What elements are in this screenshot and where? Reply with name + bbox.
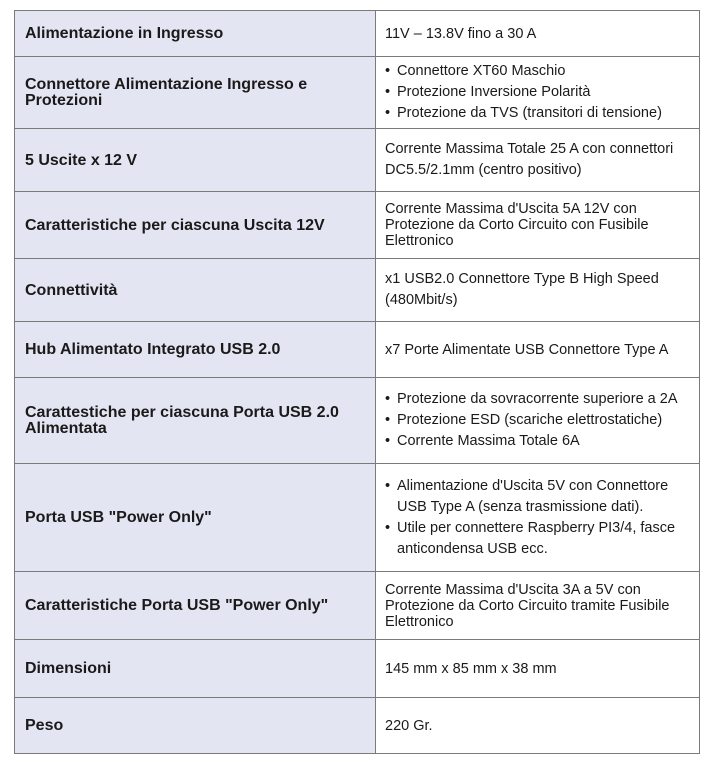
value-line: Corrente Massima d'Uscita 5A 12V con	[385, 201, 637, 217]
value-line: Corrente Massima Totale 25 A con connettori	[385, 141, 674, 157]
table-row	[15, 322, 700, 378]
table-row	[15, 259, 700, 322]
row-label: Caratteristiche per ciascuna Uscita 12V	[15, 192, 376, 259]
value-line: (480Mbit/s)	[385, 292, 458, 308]
spec-table	[14, 10, 700, 754]
row-value	[376, 464, 700, 572]
row-label: Hub Alimentato Integrato USB 2.0	[15, 322, 376, 378]
value-line: 11V – 13.8V fino a 30 A	[385, 25, 537, 42]
row-value	[376, 698, 700, 754]
list-item: • Utile per connettere Raspberry PI3/4, fasce anticondensa USB ecc.	[385, 519, 676, 557]
row-value	[376, 57, 700, 129]
value-line: Elettronico	[385, 233, 454, 249]
row-label: Connettività	[15, 259, 376, 322]
list-item: • Alimentazione d'Uscita 5V con Connettore USB Type A (senza trasmissione dati).	[385, 477, 669, 515]
row-label: Connettore Alimentazione Ingresso e Protezioni	[15, 57, 376, 129]
row-label: Carattestiche per ciascuna Porta USB 2.0 Alimentata	[15, 378, 376, 464]
row-label: 5 Uscite x 12 V	[15, 129, 376, 192]
row-label: Porta USB "Power Only"	[15, 464, 376, 572]
value-line: x7 Porte Alimentate USB Connettore Type A	[385, 341, 669, 358]
row-value	[376, 192, 700, 259]
row-label: Caratteristiche Porta USB "Power Only"	[15, 572, 376, 640]
list-item: • Protezione da TVS (transitori di tensione)	[385, 105, 662, 121]
row-value	[376, 11, 700, 57]
table-row	[15, 640, 700, 698]
row-value	[376, 322, 700, 378]
table-row	[15, 129, 700, 192]
table-row	[15, 11, 700, 57]
value-line: 220 Gr.	[385, 717, 433, 734]
list-item: • Corrente Massima Totale 6A	[385, 433, 580, 449]
row-value	[376, 378, 700, 464]
row-label: Dimensioni	[15, 640, 376, 698]
table-row	[15, 192, 700, 259]
table-row	[15, 57, 700, 129]
row-label: Alimentazione in Ingresso	[15, 11, 376, 57]
value-line: Corrente Massima d'Uscita 3A a 5V con	[385, 581, 641, 598]
row-value	[376, 640, 700, 698]
value-line: DC5.5/2.1mm (centro positivo)	[385, 162, 582, 178]
table-row	[15, 572, 700, 640]
list-item: • Protezione da sovracorrente superiore a 2A	[385, 391, 678, 407]
table-row	[15, 378, 700, 464]
value-line: Protezione da Corto Circuito con Fusibile	[385, 217, 649, 233]
value-line: 145 mm x 85 mm x 38 mm	[385, 660, 557, 677]
value-line: x1 USB2.0 Connettore Type B High Speed	[385, 271, 659, 287]
value-line: Elettronico	[385, 613, 454, 630]
row-value	[376, 572, 700, 640]
row-label: Peso	[15, 698, 376, 754]
row-value	[376, 129, 700, 192]
value-line: Protezione da Corto Circuito tramite Fusibile	[385, 597, 670, 614]
list-item: • Protezione ESD (scariche elettrostatiche)	[385, 412, 663, 428]
list-item: • Protezione Inversione Polarità	[385, 84, 591, 100]
table-row	[15, 464, 700, 572]
row-value	[376, 259, 700, 322]
list-item: • Connettore XT60 Maschio	[385, 63, 566, 79]
table-row	[15, 698, 700, 754]
